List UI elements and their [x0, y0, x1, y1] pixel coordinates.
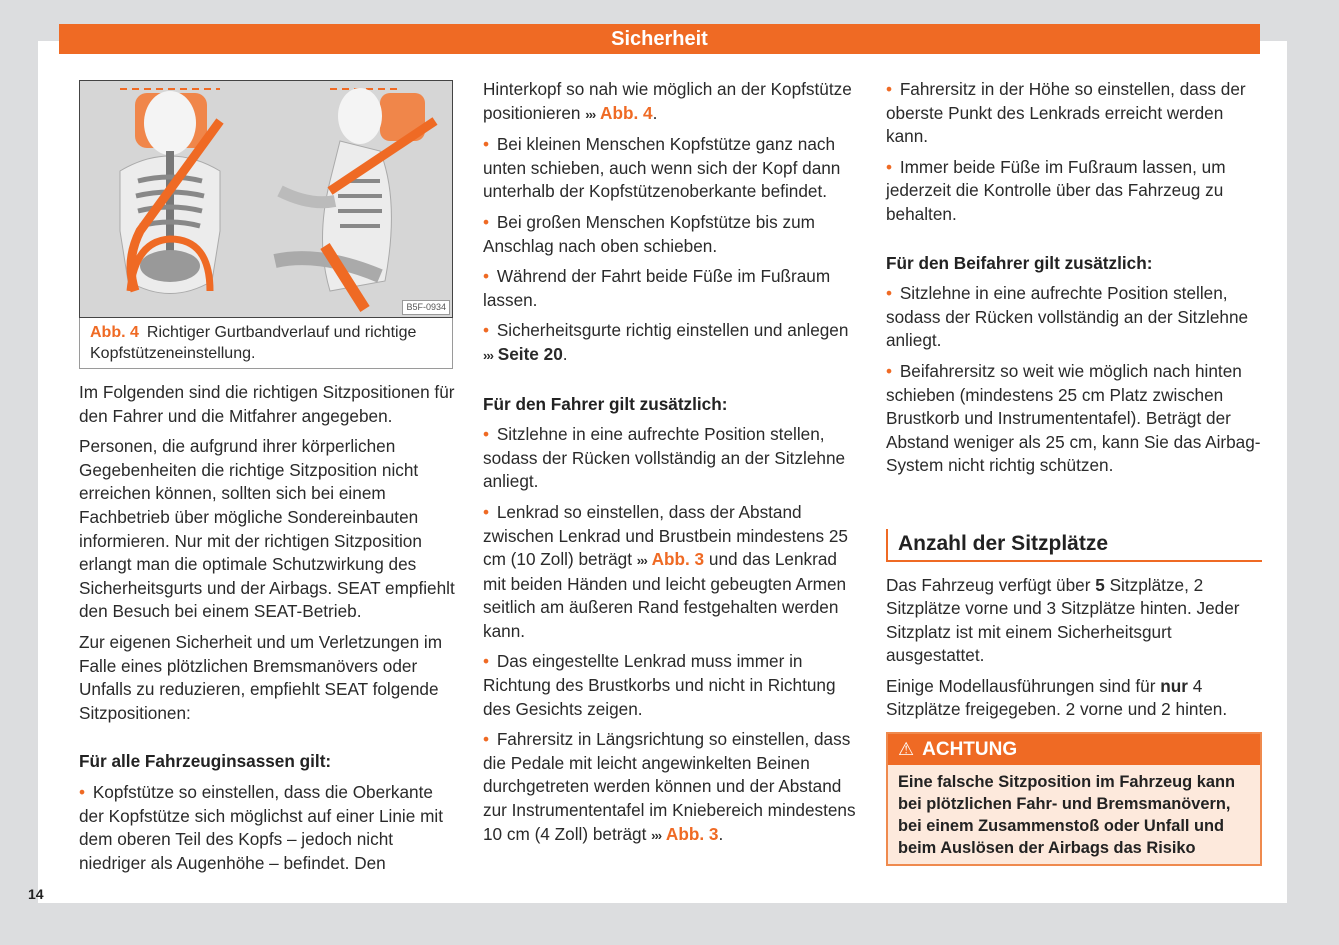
figure-code: B5F-0934: [402, 300, 450, 315]
list-item: • Beifahrersitz so weit wie möglich nach hinten schieben (mindestens 25 cm Platz zwischen Brustkorb und Instrumententafel). Beträgt der Abstand weniger als 25 cm, kann Sie das Airbag-System nicht richtig schützen.: [886, 360, 1262, 478]
figure-label: Abb. 4: [90, 324, 139, 341]
list-item: • Fahrersitz in der Höhe so einstellen, dass der oberste Punkt des Lenkrads erreicht werden kann.: [886, 78, 1262, 149]
seats-variant-paragraph: Einige Modellausführungen sind für nur 4 Sitzplätze freigegeben. 2 vorne und 2 hinten.: [886, 675, 1228, 720]
bullet-icon: [483, 424, 489, 444]
reference-arrows-icon: ›››: [483, 347, 493, 363]
warning-text: Eine falsche Sitzposition im Fahrzeug kann bei plötzlichen Fahr- und Bremsmanövern, bei einem Zusammenstoß oder Unfall und beim Auslösen der Airbags das Risiko: [898, 773, 1235, 858]
column-3: [886, 78, 1262, 866]
intro-paragraph: Im Folgenden sind die richtigen Sitzpositionen für den Fahrer und die Mitfahrer angegeben.: [79, 382, 455, 426]
link-seite-20[interactable]: Seite 20: [497, 343, 563, 364]
list-item: • Lenkrad so einstellen, dass der Abstand zwischen Lenkrad und Brustbein mindestens 25 cm (10 Zoll) beträgt ››› Abb. 3 und das Lenkrad mit beiden Händen und leicht gebeugten Armen seitlich am äußeren Rand festgehalten werden kann.: [483, 501, 861, 644]
link-abb-3[interactable]: Abb. 3: [651, 549, 705, 570]
skeleton-seatbelt-icon: [80, 81, 452, 317]
recommendation-paragraph: Zur eigenen Sicherheit und um Verletzungen im Falle eines plötzlichen Bremsmanövers oder Unfalls zu reduzieren, empfiehlt SEAT folgende Sitzpositionen:: [79, 631, 443, 723]
bullet-icon: [483, 212, 489, 232]
bullet-icon: [886, 157, 892, 177]
warning-title: ACHTUNG: [922, 739, 1018, 761]
list-item: • Während der Fahrt beide Füße im Fußraum lassen.: [483, 265, 861, 312]
list-item: • Sitzlehne in eine aufrechte Position stellen, sodass der Rücken vollständig an der Sitzlehne anliegt.: [483, 423, 861, 494]
list-item: • Fahrersitz in Längsrichtung so einstellen, dass die Pedale mit leicht angewinkelten Beinen durchgetreten werden können und der Abstand zur Instrumententafel im Kniebereich mindestens 10 cm (4 Zoll) beträgt ››› Abb. 3.: [483, 728, 861, 847]
bullet-icon: [483, 266, 489, 286]
heading-driver: Für den Fahrer gilt zusätzlich:: [483, 393, 728, 414]
figure-caption-text: Richtiger Gurtbandverlauf und richtige Kopfstützeneinstellung.: [90, 324, 417, 362]
link-abb-4[interactable]: Abb. 4: [600, 102, 653, 123]
seatbelt-illustration: [79, 80, 453, 318]
list-item: • Kopfstütze so einstellen, dass die Oberkante der Kopfstütze sich möglichst auf einer Linie mit dem oberen Teil des Kopfs – jedoch nicht niedriger als Augenhöhe – befindet. Den: [79, 781, 457, 875]
page-number: 14: [28, 886, 44, 902]
seats-paragraph: Das Fahrzeug verfügt über 5 Sitzplätze, 2 Sitzplätze vorne und 3 Sitzplätze hinten. Jeder Sitzplatz ist mit einem Sicherheitsgurt ausgestattet.: [886, 574, 1240, 666]
section-header-bar: Sicherheit: [59, 24, 1260, 54]
warning-box: [886, 732, 1262, 866]
bullet-icon: [483, 320, 489, 340]
bullet-icon: [886, 283, 892, 303]
figure-4: [79, 80, 453, 369]
bullet-icon: [483, 651, 489, 671]
reference-arrows-icon: ›››: [585, 106, 596, 122]
section-title-seats: Anzahl der Sitzplätze: [886, 529, 1262, 562]
reference-arrows-icon: ›››: [651, 827, 662, 843]
bullet-icon: [483, 729, 489, 749]
column-1: [79, 78, 457, 882]
bullet-icon: [886, 79, 892, 99]
list-item-continued: Hinterkopf so nah wie möglich an der Kopfstütze positionieren ››› Abb. 4.: [483, 79, 852, 123]
list-item: • Immer beide Füße im Fußraum lassen, um jederzeit die Kontrolle über das Fahrzeug zu behalten.: [886, 156, 1262, 227]
column-2: [483, 78, 861, 854]
list-item: • Sicherheitsgurte richtig einstellen und anlegen ››› Seite 20.: [483, 319, 861, 367]
bullet-icon: [79, 782, 85, 802]
heading-passenger: Für den Beifahrer gilt zusätzlich:: [886, 252, 1153, 273]
list-item: • Bei kleinen Menschen Kopfstütze ganz nach unten schieben, auch wenn sich der Kopf dann unterhalb der Kopfstützenoberkante befindet.: [483, 133, 861, 204]
list-item: • Das eingestellte Lenkrad muss immer in Richtung des Brustkorbs und nicht in Richtung des Gesichts zeigen.: [483, 650, 861, 721]
bullet-icon: [483, 134, 489, 154]
warning-header: [888, 734, 1260, 765]
list-item: • Sitzlehne in eine aufrechte Position stellen, sodass der Rücken vollständig an der Sitzlehne anliegt.: [886, 282, 1262, 353]
bullet-icon: [483, 502, 489, 522]
bullet-icon: [886, 361, 892, 381]
heading-all-occupants: Für alle Fahrzeuginsassen gilt:: [79, 751, 332, 772]
special-needs-paragraph: Personen, die aufgrund ihrer körperlichen Gegebenheiten die richtige Sitzposition nicht erreichen können, sollten sich bei einem Fachbetrieb über mögliche Sondereinbauten informieren. Nur mit der richtigen Sitzposition erlangt man die optimale Schutzwirkung des Sicherheitsgurts und der Airbags. SEAT empfiehlt den Besuch bei einem SEAT-Betrieb.: [79, 436, 455, 622]
figure-caption: [80, 318, 452, 368]
warning-triangle-icon: ⚠: [898, 739, 915, 760]
list-item: • Bei großen Menschen Kopfstütze bis zum Anschlag nach oben schieben.: [483, 211, 861, 258]
link-abb-3[interactable]: Abb. 3: [665, 823, 719, 844]
reference-arrows-icon: ›››: [636, 553, 647, 569]
